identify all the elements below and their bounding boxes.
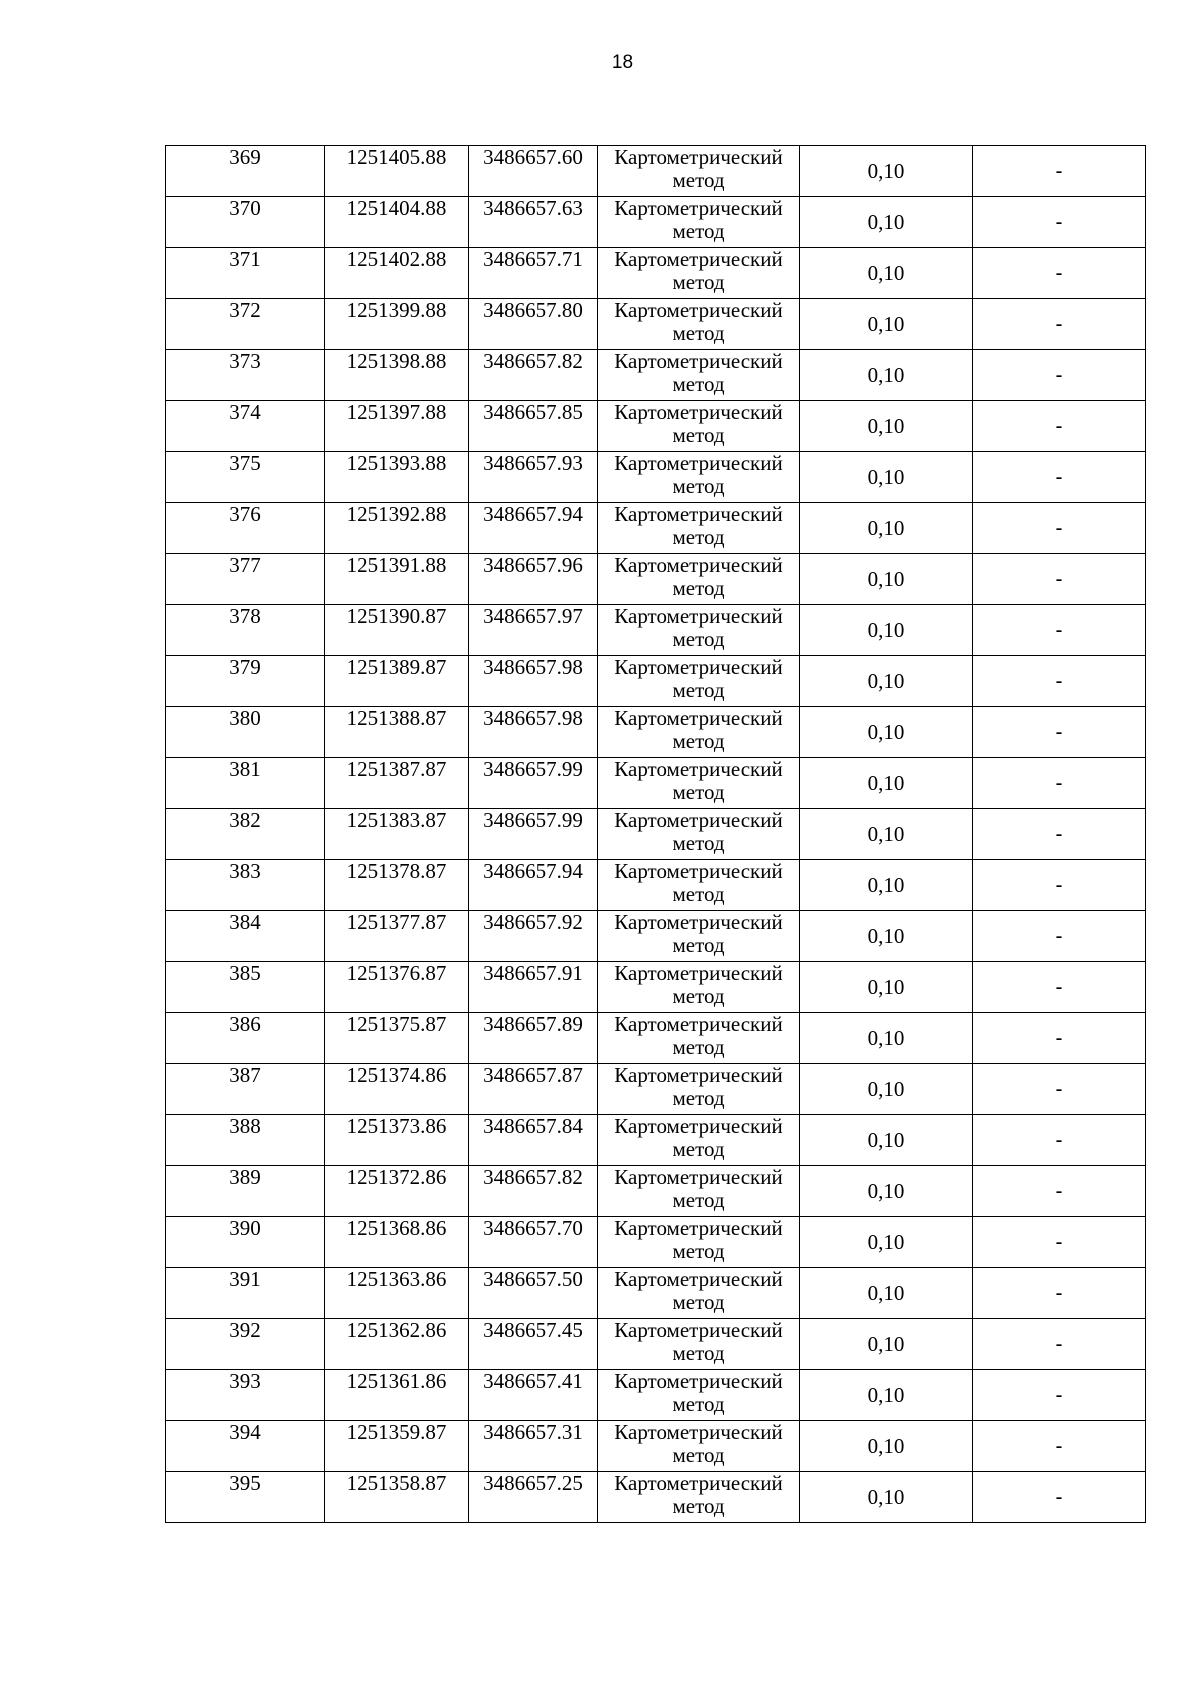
point-number-cell: 380 <box>166 707 325 758</box>
method-cell-line2: метод <box>672 780 725 804</box>
note-cell: - <box>973 758 1146 809</box>
accuracy-cell: 0,10 <box>800 1217 973 1268</box>
method-cell <box>598 656 800 707</box>
page-number: 18 <box>611 52 634 73</box>
method-cell <box>598 1268 800 1319</box>
note-cell: - <box>973 911 1146 962</box>
y-coordinate-cell: 3486657.92 <box>469 911 598 962</box>
accuracy-cell: 0,10 <box>800 503 973 554</box>
point-number-cell: 379 <box>166 656 325 707</box>
accuracy-cell: 0,10 <box>800 1421 973 1472</box>
method-cell <box>598 1013 800 1064</box>
x-coordinate-cell: 1251363.86 <box>325 1268 469 1319</box>
y-coordinate-cell: 3486657.70 <box>469 1217 598 1268</box>
method-cell <box>598 146 800 197</box>
note-cell: - <box>973 350 1146 401</box>
note-cell: - <box>973 605 1146 656</box>
table-row <box>166 1319 1146 1370</box>
method-cell-line1: Картометрический <box>614 1216 783 1240</box>
method-cell <box>598 1064 800 1115</box>
method-cell-line1: Картометрический <box>614 808 783 832</box>
table-row <box>166 146 1146 197</box>
method-cell-line1: Картометрический <box>614 859 783 883</box>
x-coordinate-cell: 1251405.88 <box>325 146 469 197</box>
point-number-cell: 390 <box>166 1217 325 1268</box>
method-cell-line1: Картометрический <box>614 349 783 373</box>
table-row <box>166 401 1146 452</box>
method-cell <box>598 605 800 656</box>
method-cell-line2: метод <box>672 321 725 345</box>
method-cell-line2: метод <box>672 1239 725 1263</box>
y-coordinate-cell: 3486657.97 <box>469 605 598 656</box>
accuracy-cell: 0,10 <box>800 1166 973 1217</box>
method-cell-line1: Картометрический <box>614 1318 783 1342</box>
accuracy-cell: 0,10 <box>800 656 973 707</box>
note-cell: - <box>973 707 1146 758</box>
y-coordinate-cell: 3486657.98 <box>469 707 598 758</box>
method-cell <box>598 299 800 350</box>
method-cell-line2: метод <box>672 882 725 906</box>
x-coordinate-cell: 1251388.87 <box>325 707 469 758</box>
accuracy-cell: 0,10 <box>800 197 973 248</box>
accuracy-cell: 0,10 <box>800 554 973 605</box>
point-number-cell: 387 <box>166 1064 325 1115</box>
method-cell <box>598 197 800 248</box>
x-coordinate-cell: 1251373.86 <box>325 1115 469 1166</box>
note-cell: - <box>973 1166 1146 1217</box>
method-cell-line2: метод <box>672 372 725 396</box>
method-cell-line1: Картометрический <box>614 1267 783 1291</box>
method-cell-line1: Картометрический <box>614 502 783 526</box>
point-number-cell: 385 <box>166 962 325 1013</box>
note-cell: - <box>973 809 1146 860</box>
y-coordinate-cell: 3486657.71 <box>469 248 598 299</box>
table-row <box>166 1268 1146 1319</box>
method-cell <box>598 1319 800 1370</box>
accuracy-cell: 0,10 <box>800 809 973 860</box>
y-coordinate-cell: 3486657.80 <box>469 299 598 350</box>
x-coordinate-cell: 1251392.88 <box>325 503 469 554</box>
note-cell: - <box>973 146 1146 197</box>
table-row <box>166 605 1146 656</box>
method-cell-line2: метод <box>672 933 725 957</box>
accuracy-cell: 0,10 <box>800 401 973 452</box>
table-row <box>166 911 1146 962</box>
note-cell: - <box>973 1013 1146 1064</box>
accuracy-cell: 0,10 <box>800 1115 973 1166</box>
note-cell: - <box>973 197 1146 248</box>
table-row <box>166 962 1146 1013</box>
method-cell <box>598 911 800 962</box>
table-row <box>166 758 1146 809</box>
x-coordinate-cell: 1251387.87 <box>325 758 469 809</box>
method-cell-line2: метод <box>672 1341 725 1365</box>
method-cell-line2: метод <box>672 729 725 753</box>
accuracy-cell: 0,10 <box>800 1319 973 1370</box>
table-row <box>166 299 1146 350</box>
method-cell-line1: Картометрический <box>614 757 783 781</box>
y-coordinate-cell: 3486657.94 <box>469 860 598 911</box>
table-row <box>166 503 1146 554</box>
x-coordinate-cell: 1251397.88 <box>325 401 469 452</box>
accuracy-cell: 0,10 <box>800 1370 973 1421</box>
point-number-cell: 383 <box>166 860 325 911</box>
accuracy-cell: 0,10 <box>800 248 973 299</box>
method-cell <box>598 962 800 1013</box>
y-coordinate-cell: 3486657.98 <box>469 656 598 707</box>
method-cell <box>598 401 800 452</box>
point-number-cell: 376 <box>166 503 325 554</box>
method-cell-line2: метод <box>672 678 725 702</box>
x-coordinate-cell: 1251393.88 <box>325 452 469 503</box>
method-cell <box>598 554 800 605</box>
x-coordinate-cell: 1251362.86 <box>325 1319 469 1370</box>
y-coordinate-cell: 3486657.89 <box>469 1013 598 1064</box>
method-cell-line2: метод <box>672 627 725 651</box>
method-cell <box>598 1472 800 1523</box>
method-cell-line2: метод <box>672 1137 725 1161</box>
note-cell: - <box>973 452 1146 503</box>
point-number-cell: 372 <box>166 299 325 350</box>
table-row <box>166 1217 1146 1268</box>
y-coordinate-cell: 3486657.63 <box>469 197 598 248</box>
y-coordinate-cell: 3486657.99 <box>469 758 598 809</box>
accuracy-cell: 0,10 <box>800 146 973 197</box>
table-row <box>166 1421 1146 1472</box>
note-cell: - <box>973 1472 1146 1523</box>
method-cell-line2: метод <box>672 525 725 549</box>
method-cell-line1: Картометрический <box>614 1114 783 1138</box>
y-coordinate-cell: 3486657.93 <box>469 452 598 503</box>
table-row <box>166 452 1146 503</box>
method-cell-line1: Картометрический <box>614 1012 783 1036</box>
method-cell-line1: Картометрический <box>614 910 783 934</box>
method-cell <box>598 1217 800 1268</box>
table-row <box>166 1166 1146 1217</box>
note-cell: - <box>973 401 1146 452</box>
accuracy-cell: 0,10 <box>800 911 973 962</box>
method-cell-line2: метод <box>672 831 725 855</box>
x-coordinate-cell: 1251377.87 <box>325 911 469 962</box>
accuracy-cell: 0,10 <box>800 452 973 503</box>
table-row <box>166 1472 1146 1523</box>
accuracy-cell: 0,10 <box>800 962 973 1013</box>
point-number-cell: 373 <box>166 350 325 401</box>
coordinates-table <box>165 145 1146 1523</box>
note-cell: - <box>973 1421 1146 1472</box>
method-cell-line2: метод <box>672 168 725 192</box>
x-coordinate-cell: 1251378.87 <box>325 860 469 911</box>
accuracy-cell: 0,10 <box>800 758 973 809</box>
method-cell-line2: метод <box>672 1443 725 1467</box>
point-number-cell: 378 <box>166 605 325 656</box>
method-cell-line2: метод <box>672 1290 725 1314</box>
point-number-cell: 369 <box>166 146 325 197</box>
table-row <box>166 860 1146 911</box>
note-cell: - <box>973 299 1146 350</box>
x-coordinate-cell: 1251398.88 <box>325 350 469 401</box>
point-number-cell: 375 <box>166 452 325 503</box>
y-coordinate-cell: 3486657.84 <box>469 1115 598 1166</box>
x-coordinate-cell: 1251361.86 <box>325 1370 469 1421</box>
x-coordinate-cell: 1251376.87 <box>325 962 469 1013</box>
x-coordinate-cell: 1251383.87 <box>325 809 469 860</box>
method-cell <box>598 707 800 758</box>
method-cell-line1: Картометрический <box>614 961 783 985</box>
method-cell-line2: метод <box>672 1494 725 1518</box>
point-number-cell: 381 <box>166 758 325 809</box>
table-row <box>166 1370 1146 1421</box>
method-cell-line1: Картометрический <box>614 1420 783 1444</box>
method-cell <box>598 1166 800 1217</box>
accuracy-cell: 0,10 <box>800 1064 973 1115</box>
note-cell: - <box>973 248 1146 299</box>
x-coordinate-cell: 1251404.88 <box>325 197 469 248</box>
table-row <box>166 197 1146 248</box>
y-coordinate-cell: 3486657.99 <box>469 809 598 860</box>
accuracy-cell: 0,10 <box>800 605 973 656</box>
note-cell: - <box>973 860 1146 911</box>
method-cell-line1: Картометрический <box>614 1369 783 1393</box>
x-coordinate-cell: 1251359.87 <box>325 1421 469 1472</box>
y-coordinate-cell: 3486657.25 <box>469 1472 598 1523</box>
method-cell <box>598 452 800 503</box>
x-coordinate-cell: 1251389.87 <box>325 656 469 707</box>
note-cell: - <box>973 656 1146 707</box>
note-cell: - <box>973 1217 1146 1268</box>
y-coordinate-cell: 3486657.60 <box>469 146 598 197</box>
table-row <box>166 809 1146 860</box>
table-row <box>166 1064 1146 1115</box>
point-number-cell: 392 <box>166 1319 325 1370</box>
point-number-cell: 377 <box>166 554 325 605</box>
method-cell <box>598 1115 800 1166</box>
note-cell: - <box>973 962 1146 1013</box>
point-number-cell: 382 <box>166 809 325 860</box>
point-number-cell: 393 <box>166 1370 325 1421</box>
point-number-cell: 394 <box>166 1421 325 1472</box>
method-cell-line2: метод <box>672 1035 725 1059</box>
note-cell: - <box>973 1370 1146 1421</box>
point-number-cell: 391 <box>166 1268 325 1319</box>
method-cell-line1: Картометрический <box>614 604 783 628</box>
note-cell: - <box>973 503 1146 554</box>
point-number-cell: 395 <box>166 1472 325 1523</box>
note-cell: - <box>973 1115 1146 1166</box>
method-cell-line1: Картометрический <box>614 1471 783 1495</box>
method-cell-line2: метод <box>672 1188 725 1212</box>
method-cell <box>598 1421 800 1472</box>
x-coordinate-cell: 1251391.88 <box>325 554 469 605</box>
y-coordinate-cell: 3486657.82 <box>469 1166 598 1217</box>
point-number-cell: 374 <box>166 401 325 452</box>
note-cell: - <box>973 554 1146 605</box>
x-coordinate-cell: 1251368.86 <box>325 1217 469 1268</box>
method-cell <box>598 503 800 554</box>
method-cell <box>598 1370 800 1421</box>
method-cell-line2: метод <box>672 576 725 600</box>
method-cell-line2: метод <box>672 1086 725 1110</box>
point-number-cell: 389 <box>166 1166 325 1217</box>
accuracy-cell: 0,10 <box>800 860 973 911</box>
accuracy-cell: 0,10 <box>800 299 973 350</box>
note-cell: - <box>973 1319 1146 1370</box>
method-cell-line2: метод <box>672 1392 725 1416</box>
accuracy-cell: 0,10 <box>800 1013 973 1064</box>
y-coordinate-cell: 3486657.94 <box>469 503 598 554</box>
x-coordinate-cell: 1251375.87 <box>325 1013 469 1064</box>
x-coordinate-cell: 1251374.86 <box>325 1064 469 1115</box>
method-cell-line2: метод <box>672 984 725 1008</box>
y-coordinate-cell: 3486657.45 <box>469 1319 598 1370</box>
x-coordinate-cell: 1251358.87 <box>325 1472 469 1523</box>
y-coordinate-cell: 3486657.31 <box>469 1421 598 1472</box>
note-cell: - <box>973 1064 1146 1115</box>
accuracy-cell: 0,10 <box>800 1268 973 1319</box>
x-coordinate-cell: 1251390.87 <box>325 605 469 656</box>
method-cell-line1: Картометрический <box>614 145 783 169</box>
point-number-cell: 386 <box>166 1013 325 1064</box>
point-number-cell: 388 <box>166 1115 325 1166</box>
method-cell-line1: Картометрический <box>614 196 783 220</box>
y-coordinate-cell: 3486657.91 <box>469 962 598 1013</box>
table-row <box>166 248 1146 299</box>
accuracy-cell: 0,10 <box>800 1472 973 1523</box>
table-row <box>166 1013 1146 1064</box>
accuracy-cell: 0,10 <box>800 350 973 401</box>
coordinates-table-body <box>166 146 1146 1523</box>
method-cell-line1: Картометрический <box>614 298 783 322</box>
y-coordinate-cell: 3486657.85 <box>469 401 598 452</box>
point-number-cell: 371 <box>166 248 325 299</box>
method-cell-line1: Картометрический <box>614 451 783 475</box>
method-cell-line1: Картометрический <box>614 400 783 424</box>
method-cell-line2: метод <box>672 474 725 498</box>
table-row <box>166 350 1146 401</box>
table-row <box>166 656 1146 707</box>
method-cell-line1: Картометрический <box>614 553 783 577</box>
x-coordinate-cell: 1251399.88 <box>325 299 469 350</box>
method-cell-line1: Картометрический <box>614 706 783 730</box>
method-cell-line2: метод <box>672 423 725 447</box>
method-cell <box>598 758 800 809</box>
y-coordinate-cell: 3486657.82 <box>469 350 598 401</box>
y-coordinate-cell: 3486657.87 <box>469 1064 598 1115</box>
method-cell <box>598 809 800 860</box>
x-coordinate-cell: 1251372.86 <box>325 1166 469 1217</box>
accuracy-cell: 0,10 <box>800 707 973 758</box>
method-cell-line1: Картометрический <box>614 655 783 679</box>
table-row <box>166 554 1146 605</box>
method-cell-line1: Картометрический <box>614 247 783 271</box>
y-coordinate-cell: 3486657.41 <box>469 1370 598 1421</box>
note-cell: - <box>973 1268 1146 1319</box>
y-coordinate-cell: 3486657.96 <box>469 554 598 605</box>
method-cell <box>598 860 800 911</box>
table-row <box>166 707 1146 758</box>
table-row <box>166 1115 1146 1166</box>
method-cell-line1: Картометрический <box>614 1165 783 1189</box>
method-cell <box>598 248 800 299</box>
method-cell-line2: метод <box>672 219 725 243</box>
point-number-cell: 384 <box>166 911 325 962</box>
method-cell-line2: метод <box>672 270 725 294</box>
method-cell <box>598 350 800 401</box>
point-number-cell: 370 <box>166 197 325 248</box>
y-coordinate-cell: 3486657.50 <box>469 1268 598 1319</box>
x-coordinate-cell: 1251402.88 <box>325 248 469 299</box>
method-cell-line1: Картометрический <box>614 1063 783 1087</box>
